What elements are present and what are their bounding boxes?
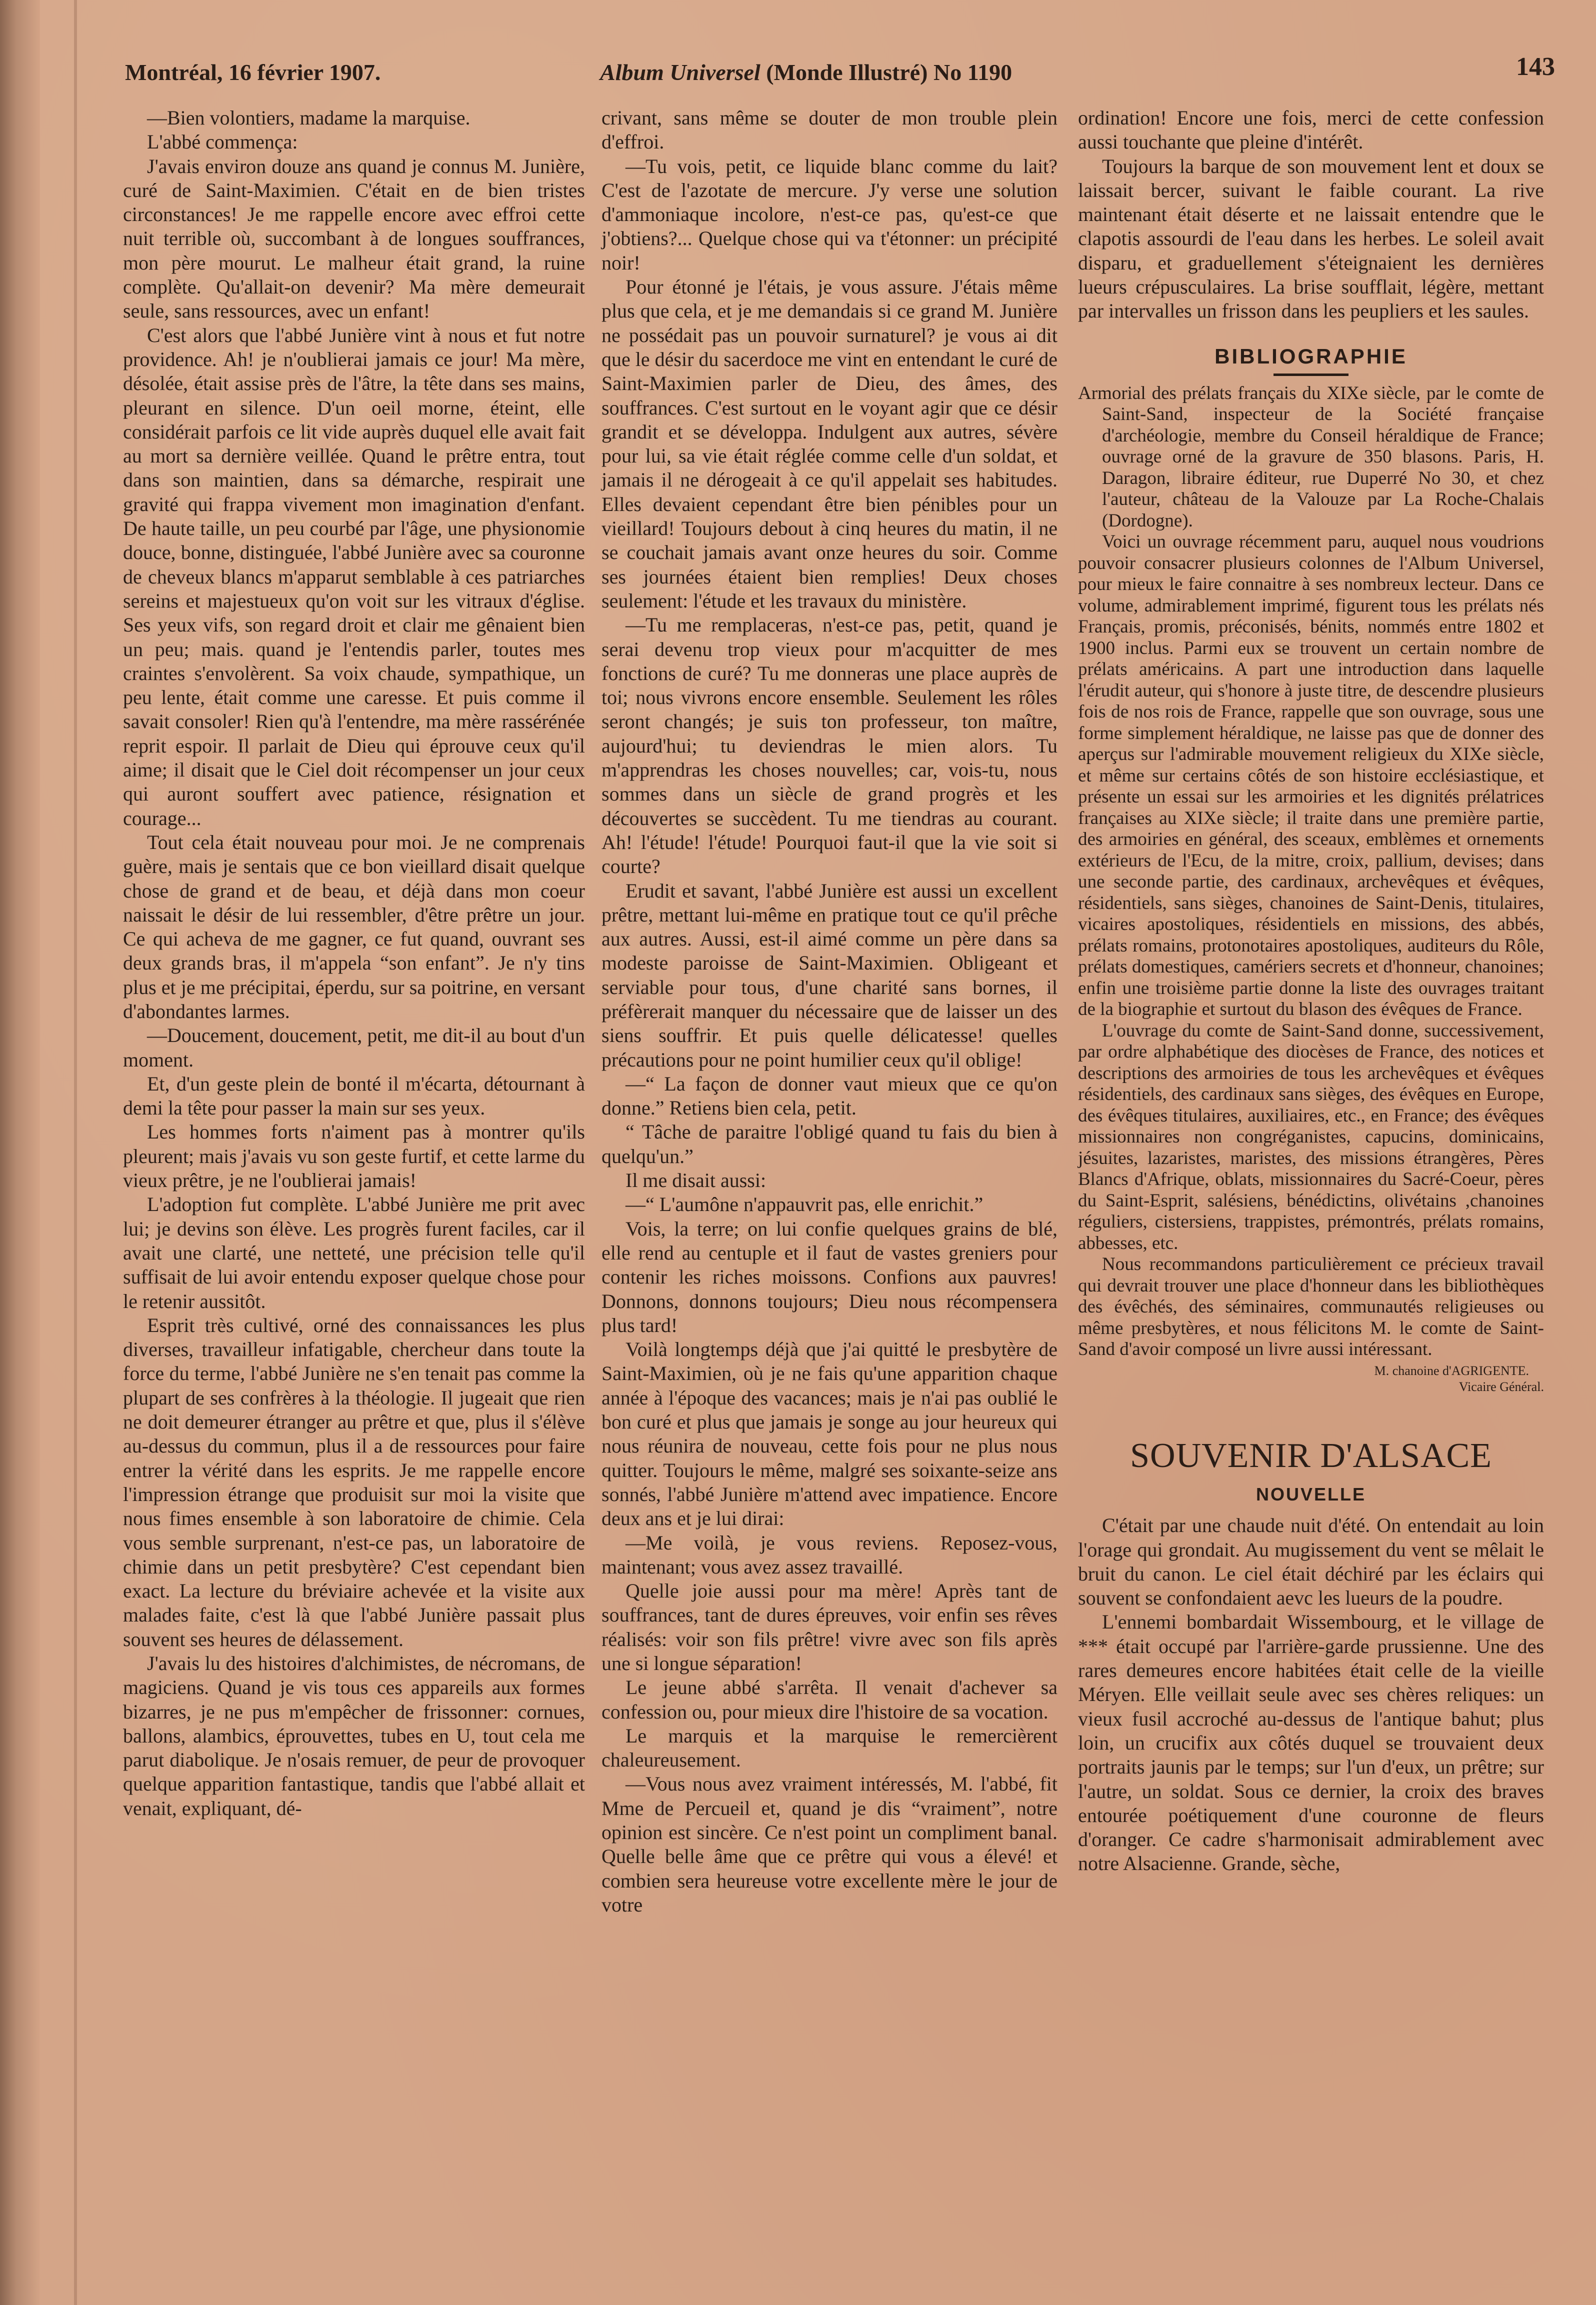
paragraph: crivant, sans même se douter de mon trouble plein d'effroi. [602, 106, 1058, 154]
bibliography-heading: BIBLIOGRAPHIE [1214, 344, 1408, 368]
paragraph: —Doucement, doucement, petit, me dit-il au bout d'un moment. [123, 1024, 585, 1071]
bibliography-review [1078, 532, 1544, 1360]
header-publication [600, 59, 1012, 86]
story-subtitle: NOUVELLE [1256, 1484, 1366, 1504]
page-header [125, 52, 1555, 94]
paragraph: —Bien volontiers, madame la marquise. [147, 106, 470, 129]
paragraph: Et, d'un geste plein de bonté il m'écarta, détournant à demi la tête pour passer la main sur ses yeux. [123, 1072, 585, 1120]
paragraph: Pour étonné je l'étais, je vous assure. J'étais même plus que cela, et je me demandais si ce grand M. Junière ne possédait pas un pouvoir surnaturel? je vous ai dit que le désir du sacerdoce me vint en entendant le curé de Saint-Maximien parler de Dieu, des âmes, des souffrances. C'est surtout en le voyant agir que ce désir grandit et se développa. Indulgent aux autres, sévère pour lui, sa vie était réglée comme celle d'un soldat, et jamais il ne dérogeait à ce qu'il appelait ses habitudes. Elles devaient cependant être bien pénibles pour un vieillard! Toujours debout à cinq heures du matin, il ne se couchait jamais avant onze heures du soir. Comme ses journées étaient bien remplies! Deux choses seulement: l'étude et les travaux du ministère. [602, 276, 1058, 612]
header-title: Album Universel [600, 60, 760, 85]
heading-rule [1274, 374, 1348, 376]
bibliography-entry: Armorial des prélats français du XIXe siècle, par le comte de Saint-Sand, inspecteur de la Société française d'archéologie, membre du Conseil héraldique de France; ouvrage orné de la gravure de 350 blasons. Paris, H. Daragon, libraire éditeur, rue Duperré No 30, et chez l'auteur, château de la Valouze par La Roche-Chalais (Dordogne). [1078, 382, 1544, 531]
paragraph: “ Tâche de paraitre l'obligé quand tu fais du bien à quelqu'un.” [602, 1120, 1058, 1168]
column-3 [1078, 106, 1544, 1876]
header-issue: (Monde Illustré) No 1190 [766, 60, 1012, 85]
paragraph: Le jeune abbé s'arrêta. Il venait d'achever sa confession ou, pour mieux dire l'histoire de sa vocation. [602, 1676, 1058, 1723]
review-signature-title: Vicaire Général. [1458, 1379, 1544, 1394]
paragraph: Nous recommandons particulièrement ce précieux travail qui devrait trouver une place d'honneur dans les bibliothèques des évêchés, des séminaires, communautés religieuses ou même presbytères, et nous félicitons M. le comte de Saint-Sand d'avoir composé un livre aussi intéressant. [1078, 1254, 1544, 1360]
page-number: 143 [1516, 52, 1555, 81]
column-2 [602, 106, 1058, 1917]
story-title: SOUVENIR D'ALSACE [1130, 1436, 1492, 1475]
paragraph: L'abbé commença: [147, 130, 298, 154]
header-date: Montréal, 16 février 1907. [125, 60, 381, 85]
paragraph: L'adoption fut complète. L'abbé Junière me prit avec lui; je devins son élève. Les progrès furent faciles, car il avait une clarté, une netteté, une précision telle qu'il suffisait de lui avoir entendu exposer quelque chose pour le retenir aussitôt. [123, 1193, 585, 1312]
paragraph: C'est alors que l'abbé Junière vint à nous et fut notre providence. Ah! je n'oublierai jamais ce jour! Ma mère, désolée, était assise près de l'âtre, la tête dans ses mains, pleurant en silence. D'un oeil morne, éteint, elle considérait parfois ce lit vide auprès duquel elle avait fait au mort sa dernière veillée. Quand le prêtre entra, tout dans son maintien, dans sa démarche, respirait une gravité qui frappa vivement mon imagination d'enfant. De haute taille, un peu courbé par l'âge, une physionomie douce, bonne, distinguée, l'abbé Junière avec sa couronne de cheveux blancs m'apparut semblable à ces patriarches sereins et majestueux qu'on voit sur les vitraux d'église. Ses yeux vifs, son regard droit et clair me gênaient bien un peu; mais. quand je l'entendis parler, toutes mes craintes s'envolèrent. Sa voix chaude, sympathique, un peu lente, était comme une caresse. Et puis comme il savait consoler! Rien qu'à l'entendre, ma mère rassérénée reprit espoir. Il parlait de Dieu qui éprouve ceux qu'il aime; il disait que le Ciel doit récompenser un jour ceux qui auront souffert avec patience, résignation et courage... [123, 324, 585, 830]
paragraph: Quelle joie aussi pour ma mère! Après tant de souffrances, tant de dures épreuves, voir enfin ses rêves réalisés: voir son fils prêtre! vivre avec son fils après une si longue séparation! [602, 1580, 1058, 1674]
paragraph: Toujours la barque de son mouvement lent et doux se laissait bercer, suivant le faible courant. La rive maintenant était déserte et ne laissait entendre que le clapotis assourdi de l'eau dans les herbes. Le soleil avait disparu, et graduellement s'éteignaient les dernières lueurs crépusculaires. La brise soufflait, légère, mettant par intervalles un frisson dans les peupliers et les saules. [1078, 154, 1544, 322]
paragraph: Vois, la terre; on lui confie quelques grains de blé, elle rend au centuple et il faut de vastes greniers pour contenir les riches moissons. Confions aux pauvres! Donnons, donnons toujours; Dieu nous récompensera plus tard! [602, 1217, 1058, 1336]
paragraph: —“ La façon de donner vaut mieux que ce qu'on donne.” Retiens bien cela, petit. [602, 1072, 1058, 1120]
paragraph: —Tu vois, petit, ce liquide blanc comme du lait? C'est de l'azotate de mercure. J'y verse une solution d'ammoniaque incolore, n'est-ce pas, qu'est-ce que j'obtiens?... Quelque chose qui va t'étonner: un précipité noir! [602, 154, 1058, 274]
paragraph: Voilà longtemps déjà que j'ai quitté le presbytère de Saint-Maximien, où je ne fais qu'une apparition chaque année à l'époque des vacances; mais je n'ai pas oublié le bon curé et plus que jamais je songe au jour heureux qui nous réunira de nouveau, cette fois pour ne plus nous quitter. Toujours le même, malgré ses soixante-seize ans sonnés, l'abbé Junière m'attend avec impatience. Encore deux ans et je lui dirai: [602, 1338, 1058, 1530]
paragraph: —Tu me remplaceras, n'est-ce pas, petit, quand je serai devenu trop vieux pour m'acquitter de mes fonctions de curé? Tu me donneras une place auprès de toi; nous vivrons encore ensemble. Seulement les rôles seront changés; je suis ton professeur, ton maître, aujourd'hui; tu deviendras le mien alors. Tu m'apprendras les choses nouvelles; car, vois-tu, nous sommes dans un siècle de grand progrès et les découvertes se succèdent. Tu me tiendras au courant. Ah! l'étude! l'étude! Pourquoi faut-il que la vie soit si courte? [602, 614, 1058, 878]
story-ending [1078, 106, 1544, 324]
paragraph: —Vous nous avez vraiment intéressés, M. l'abbé, fit Mme de Percueil et, quand je dis “vraiment”, notre opinion est sincère. Ce n'est point un compliment banal. Quelle belle âme que ce prêtre qui vous a élevé! et combien sera heureuse votre excellente mère le jour de votre [602, 1772, 1058, 1916]
page-crease [74, 0, 77, 2305]
paragraph: Voici un ouvrage récemment paru, auquel nous voudrions pouvoir consacrer plusieurs colonnes de l'Album Universel, pour mieux le faire connaitre à ses nombreux lecteur. Dans ce volume, admirablement imprimé, figurent tous les prélats nés Français, promis, préconisés, bénits, nommés entre 1802 et 1900 inclus. Parmi eux se trouvent un certain nombre de prélats américains. A part une introduction dans laquelle l'érudit auteur, qui s'honore à juste titre, de descendre plusieurs fois de nos rois de France, rappelle que son ouvrage, sous une forme simplement héraldique, ne laisse pas que de donner des aperçus sur l'admirable mouvement religieux du XIXe siècle, et même sur certains côtés de son histoire ecclésiastique, et présente un essai sur les armoiries et les dignités prélatrices françaises au XIXe siècle; il traite dans une première partie, des armoiries en général, des sceaux, emblèmes et ornements extérieurs de l'Ecu, de la mitre, croix, pallium, devises; dans une seconde partie, des cardinaux, archevêques et évêques, résidentiels, sans sièges, chanoines de Saint-Denis, titulaires, vicaires apostoliques, résidentiels en missions, des abbés, prélats romains, protonotaires apostoliques, auditeurs du Rôle, prélats domestiques, camériers secrets et d'honneur, chanoines; enfin une troisième partie donne la liste des ouvrages traitant de la biographie et surtout du blason des évêques de France. [1078, 532, 1544, 1020]
review-signature: M. chanoine d'AGRIGENTE. [1374, 1363, 1529, 1378]
paragraph: Les hommes forts n'aiment pas à montrer qu'ils pleurent; mais j'avais vu son geste furtif, et cette larme du vieux prêtre, je ne l'oublierai jamais! [123, 1120, 585, 1192]
paragraph: ordination! Encore une fois, merci de cette confession aussi touchante que pleine d'intérêt. [1078, 106, 1544, 154]
column-1 [123, 106, 585, 1820]
paragraph: C'était par une chaude nuit d'été. On entendait au loin l'orage qui grondait. Au mugissement du vent se mêlait le bruit du canon. Le ciel était déchiré par les éclairs qui souvent se confondaient aevc les lueurs de la poudre. [1078, 1514, 1544, 1610]
story-body [1078, 1514, 1544, 1876]
paragraph: Il me disait aussi: [626, 1169, 766, 1192]
bibliography-section [1078, 383, 1544, 1394]
paragraph: Erudit et savant, l'abbé Junière est aussi un excellent prêtre, mettant lui-même en pratique tout ce qu'il prêche aux autres. Aussi, est-il aimé comme un père dans sa modeste paroisse de Saint-Maximien. Obligeant et serviable pour tous, d'une charité sans bornes, il préfèrerait manquer du nécessaire que de laisser un des siens souffrir. Et puis quelle délicatesse! quelles précautions pour ne point humilier ceux qu'il oblige! [602, 879, 1058, 1071]
paragraph: J'avais lu des histoires d'alchimistes, de nécromans, de magiciens. Quand je vis tous ces appareils aux formes bizarres, je ne pus m'empêcher de frissonner: cornues, ballons, alambics, éprouvettes, tubes en U, tout cela me parut diabolique. Je n'osais remuer, de peur de provoquer quelque apparition fantastique, tandis que l'abbé allait et venait, expliquant, dé- [123, 1652, 585, 1820]
paragraph: Esprit très cultivé, orné des connaissances les plus diverses, travailleur infatigable, chercheur dans toute la force du terme, l'abbé Junière ne s'en tenait pas comme la plupart de ses confrères à la théologie. Il jugeait que rien ne doit demeurer étranger au prêtre et que, plus il s'élève au-dessus du commun, plus il a de ressources pour faire entrer la vérité dans les esprits. Je me rappelle encore l'impression étrange que produisit sur moi la visite que nous fimes ensemble à son laboratoire de chimie. Cela vous semble surprenant, n'est-ce pas, un laboratoire de chimie dans un petit presbytère? C'est cependant bien exact. La lecture du bréviaire achevée et la visite aux malades faite, c'est là que l'abbé Junière passait plus souvent ses heures de délassement. [123, 1314, 585, 1650]
paragraph: J'avais environ douze ans quand je connus M. Junière, curé de Saint-Maximien. C'était en de bien tristes circonstances! Je me rappelle encore avec effroi cette nuit terrible où, succombant à de longues souffrances, mon père mourut. Le malheur était grand, la ruine complète. Qu'allait-on devenir? Ma mère demeurait seule, sans ressources, avec un enfant! [123, 154, 585, 322]
paragraph: Le marquis et la marquise le remercièrent chaleureusement. [602, 1724, 1058, 1772]
paragraph: Tout cela était nouveau pour moi. Je ne comprenais guère, mais je sentais que ce bon vieillard disait quelque chose de grand et de beau, et déjà dans mon coeur naissait le désir de lui ressembler, d'être prêtre un jour. Ce qui acheva de me gagner, ce fut quand, ouvrant ses deux grands bras, il m'appela “son enfant”. Je n'y tins plus et je me précipitai, éperdu, sur sa poitrine, en versant d'abondantes larmes. [123, 830, 585, 1022]
paragraph: L'ennemi bombardait Wissembourg, et le village de *** était occupé par l'arrière-garde prussienne. Une des rares demeures encore habitées était celle de la vieille Méryen. Elle veillait seule avec ses chères reliques: un vieux fusil accroché au-dessus de l'antique bahut; plus loin, un crucifix aux côtés duquel se trouvaient deux portraits jaunis par le temps; sur l'un d'eux, un prêtre; sur l'autre, un soldat. Sous ce dernier, la croix des braves entourée poétiquement d'une couronne de fleurs d'oranger. Ce cadre s'harmonisait admirablement avec notre Alsacienne. Grande, sèche, [1078, 1610, 1544, 1875]
paragraph: —“ L'aumône n'appauvrit pas, elle enrichit.” [626, 1193, 984, 1216]
paragraph: —Me voilà, je vous reviens. Reposez-vous, maintenant; vous avez assez travaillé. [602, 1531, 1058, 1578]
binding-edge [0, 0, 40, 2305]
paragraph: L'ouvrage du comte de Saint-Sand donne, successivement, par ordre alphabétique des diocèses de France, des notices et descriptions des armoiries de tous les archevêques et évêques résidentiels, des cardinaux sans sièges, des évêques en Europe, des évêques titulaires, auxiliaires, etc., en France; des évêques missionnaires non congréganistes, capucins, dominicains, jésuites, lazaristes, maristes, des missions étrangères, Pères Blancs d'Afrique, oblats, missionnaires du Sacré-Coeur, pères du Saint-Esprit, salésiens, bénédictins, olivétains ,chanoines réguliers, cistersiens, trappistes, prémontrés, prélats romains, abbesses, etc. [1078, 1020, 1544, 1254]
